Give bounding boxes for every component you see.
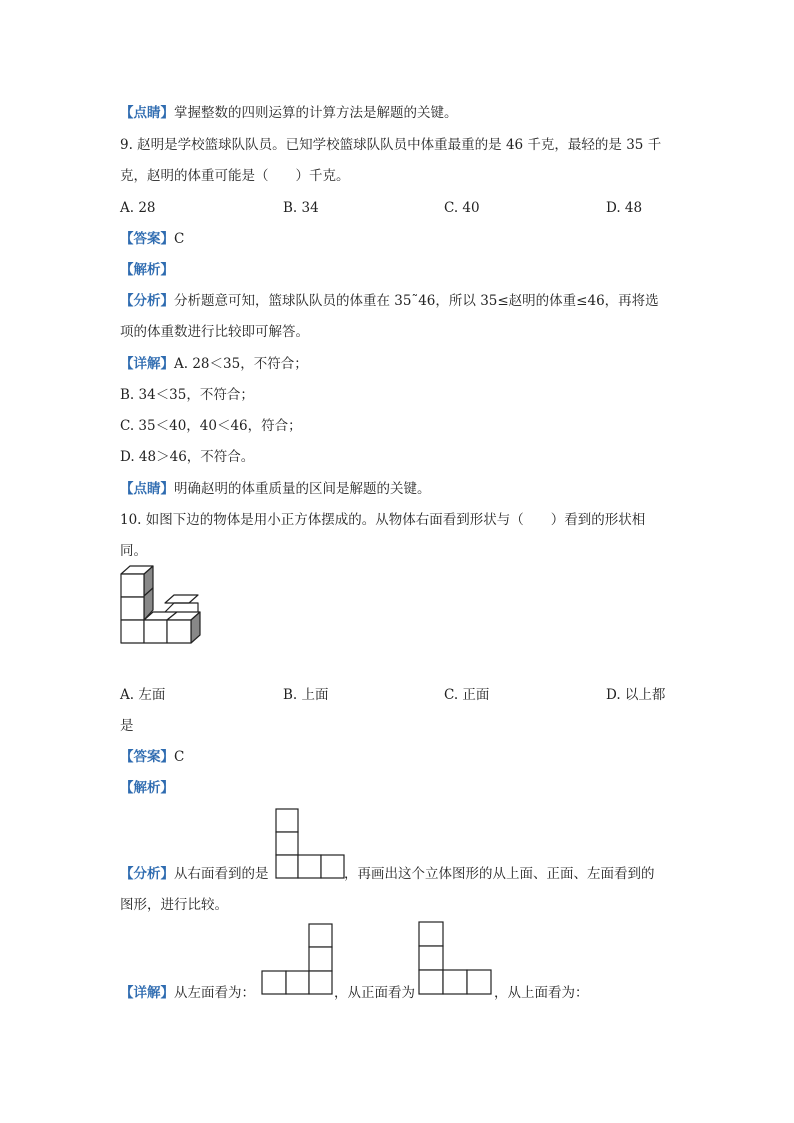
dianjing-text: 掌握整数的四则运算的计算方法是解题的关键。 [174,105,458,121]
q9-fenxi-tag: 【分析】 [120,293,174,309]
q10-option-c: C. 正面 [444,687,490,703]
q10-fenxi-line2: 图形，进行比较。 [120,897,228,913]
q9-dianjing-text: 明确赵明的体重质量的区间是解题的关键。 [174,481,431,497]
q10-fenxi-b: ，再画出这个立体图形的从上面、正面、左面看到的 [344,866,655,882]
q10-xiangjie-a: 从左面看为： [174,985,255,1001]
q10-option-d: D. 以上都 [606,687,666,703]
cube-back-edge [165,603,198,612]
column-front-top [121,574,144,597]
q9-dianjing-line [120,480,431,498]
q9-fenxi-line2: 项的体重数进行比较即可解答。 [120,324,309,340]
q10-answer-line [120,748,184,766]
q9-question-line1: 9. 赵明是学校篮球队队员。已知学校篮球队队员中体重最重的是 46 千克，最轻的是 35 千 [120,137,662,153]
column-front-bottom [121,620,144,643]
dianjing-line [120,104,458,122]
q9-dianjing-tag: 【点睛】 [120,481,174,497]
q9-answer-tag: 【答案】 [120,231,174,247]
q10-option-d-wrap: 是 [120,718,134,734]
q9-option-d: D. 48 [606,200,643,216]
q9-xiangjie-line1 [120,355,308,373]
q10-question-line1: 10. 如图下边的物体是用小正方体摆成的。从物体右面看到形状与（ ）看到的形状相 [120,512,646,528]
q10-xiangjie-c: ，从上面看为： [494,985,589,1001]
q10-xiangjie-line [120,984,255,1002]
q9-xiangjie-tag: 【详解】 [120,356,174,372]
row-front-middle [144,620,167,643]
cube-figure [120,565,202,647]
left-view-figure [261,923,334,996]
q10-fenxi-a: 从右面看到的是 [174,866,269,882]
q9-option-c: C. 40 [444,200,480,216]
q9-fenxi-text1: 分析题意可知，篮球队队员的体重在 35˜46，所以 35≤赵明的体重≤46，再将选 [174,293,659,309]
q10-option-a: A. 左面 [120,687,166,703]
q9-answer: C [174,231,185,247]
q10-xiangjie-tag: 【详解】 [120,985,174,1001]
dianjing-tag: 【点睛】 [120,105,174,121]
q9-jiexi-tag: 【解析】 [120,262,174,278]
q10-answer: C [174,749,185,765]
q9-xiangjie-d: D. 48＞46，不符合。 [120,449,255,465]
right-view-figure [275,808,345,880]
q9-xiangjie-a: A. 28＜35，不符合； [174,356,308,372]
q10-xiangjie-b: ，从正面看为 [334,985,415,1001]
q9-fenxi-line1 [120,292,659,310]
q10-fenxi-line1 [120,865,269,883]
q10-question-line2: 同。 [120,543,147,559]
q10-jiexi-tag: 【解析】 [120,780,174,796]
q9-answer-line [120,230,184,248]
cube-top-far [165,595,198,603]
q10-option-b: B. 上面 [283,687,329,703]
q9-xiangjie-c: C. 35＜40，40＜46，符合； [120,418,302,434]
q9-xiangjie-b: B. 34＜35，不符合； [120,387,254,403]
row-front-right [167,620,191,643]
q9-option-a: A. 28 [120,200,156,216]
q10-fenxi-tag: 【分析】 [120,866,174,882]
front-view-figure [418,921,494,996]
q9-option-b: B. 34 [283,200,319,216]
q10-answer-tag: 【答案】 [120,749,174,765]
column-front-middle [121,597,144,620]
q9-question-line2: 克，赵明的体重可能是（ ）千克。 [120,168,350,184]
